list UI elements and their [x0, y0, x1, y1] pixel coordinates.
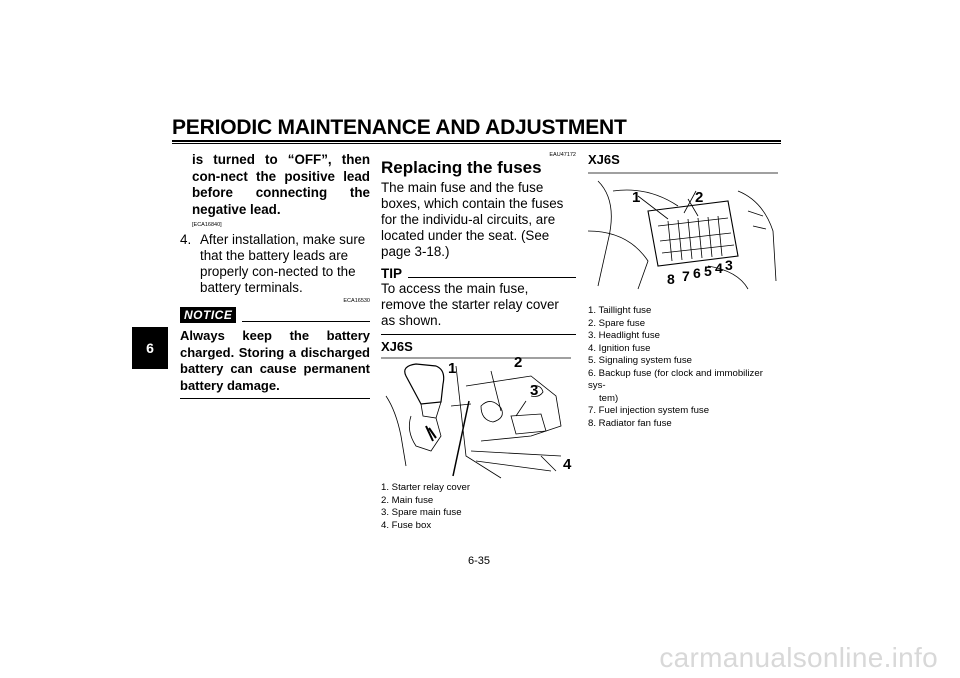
- figure-1-illustration: [381, 356, 571, 481]
- tip-end-rule: [381, 334, 576, 335]
- watermark[interactable]: carmanualsonline.info: [659, 642, 938, 673]
- column-2: [381, 152, 576, 532]
- notice-badge: NOTICE: [180, 307, 236, 323]
- notice-heading: [180, 307, 370, 323]
- header-rule-thin: [172, 143, 781, 144]
- figure-1-callout-4: 4: [563, 456, 572, 473]
- tip-heading: [381, 266, 576, 281]
- figure-1-label: XJ6S: [381, 339, 413, 354]
- figure-1-callout-2: 2: [514, 354, 523, 371]
- warning-code: [ECA16840]: [192, 222, 222, 228]
- tip-text: To access the main fuse, remove the starter relay cover as shown.: [381, 281, 559, 328]
- figure-2-callout-6: 6: [693, 265, 701, 281]
- tip-rule: [408, 277, 576, 278]
- figure-2-callout-1: 1: [632, 189, 641, 206]
- step-4-number: 4.: [180, 232, 192, 247]
- figure-2-callout-5: 5: [704, 263, 712, 279]
- figure-2-callout-3: 3: [725, 257, 733, 273]
- figure-2-callout-8: 8: [667, 271, 675, 287]
- figure-2-captions: [588, 305, 783, 430]
- notice-rule: [242, 321, 370, 322]
- column-3: [588, 152, 783, 430]
- figure-2-caption: 2. Spare fuse: [588, 317, 646, 329]
- section-intro: The main fuse and the fuse boxes, which contain the fuses for the individu-al circuits, are located under the seat. (See page 3-18.): [381, 180, 564, 259]
- section-title: Replacing the fuses: [381, 158, 542, 177]
- figure-1-caption: 2. Main fuse: [381, 494, 434, 506]
- starter-relay-drawing: [381, 356, 571, 481]
- figure-2-caption: 7. Fuel injection system fuse: [588, 405, 710, 416]
- figure-2-caption: 1. Taillight fuse: [588, 305, 652, 316]
- figure-2-callout-2: 2: [695, 189, 704, 206]
- figure-1-caption: 4. Fuse box: [381, 519, 432, 531]
- header-rule: [172, 140, 781, 142]
- notice-code: ECA16530: [343, 298, 370, 304]
- column-1: [180, 152, 370, 399]
- notice-text: Always keep the battery charged. Storing a discharged battery can cause permanent battery damage.: [180, 328, 370, 393]
- figure-1-callout-3: 3: [530, 382, 539, 399]
- step-4: [180, 232, 370, 296]
- page-number: 6-35: [468, 555, 491, 567]
- figure-2-caption-continued: tem): [599, 392, 619, 404]
- figure-1-captions: [381, 482, 576, 532]
- page-header-title: PERIODIC MAINTENANCE AND ADJUSTMENT: [172, 116, 627, 139]
- warning-continuation: is turned to “OFF”, then con-nect the positive lead before connecting the negative lead.: [192, 152, 370, 217]
- figure-1-callout-1: 1: [448, 360, 457, 377]
- figure-1-caption: 1. Starter relay cover: [381, 482, 471, 493]
- tip-label: TIP: [381, 266, 403, 281]
- figure-2-caption: 8. Radiator fan fuse: [588, 417, 672, 429]
- step-4-text: After installation, make sure that the battery leads are properly con-nected to the battery terminals.: [200, 232, 366, 295]
- figure-2-caption: 6. Backup fuse (for clock and immobilizer sys-: [588, 367, 763, 391]
- section-code: EAU47172: [549, 152, 576, 158]
- notice-end-rule: [180, 398, 370, 399]
- chapter-tab[interactable]: 6: [132, 327, 168, 369]
- figure-2-callout-7: 7: [682, 268, 690, 284]
- figure-1-caption: 3. Spare main fuse: [381, 507, 462, 518]
- figure-2-caption: 5. Signaling system fuse: [588, 355, 692, 366]
- figure-2-caption: 3. Headlight fuse: [588, 330, 660, 341]
- figure-2-label: XJ6S: [588, 152, 620, 167]
- figure-2-callout-4: 4: [715, 260, 723, 276]
- figure-2-caption: 4. Ignition fuse: [588, 342, 651, 354]
- figure-2-illustration: [588, 171, 778, 291]
